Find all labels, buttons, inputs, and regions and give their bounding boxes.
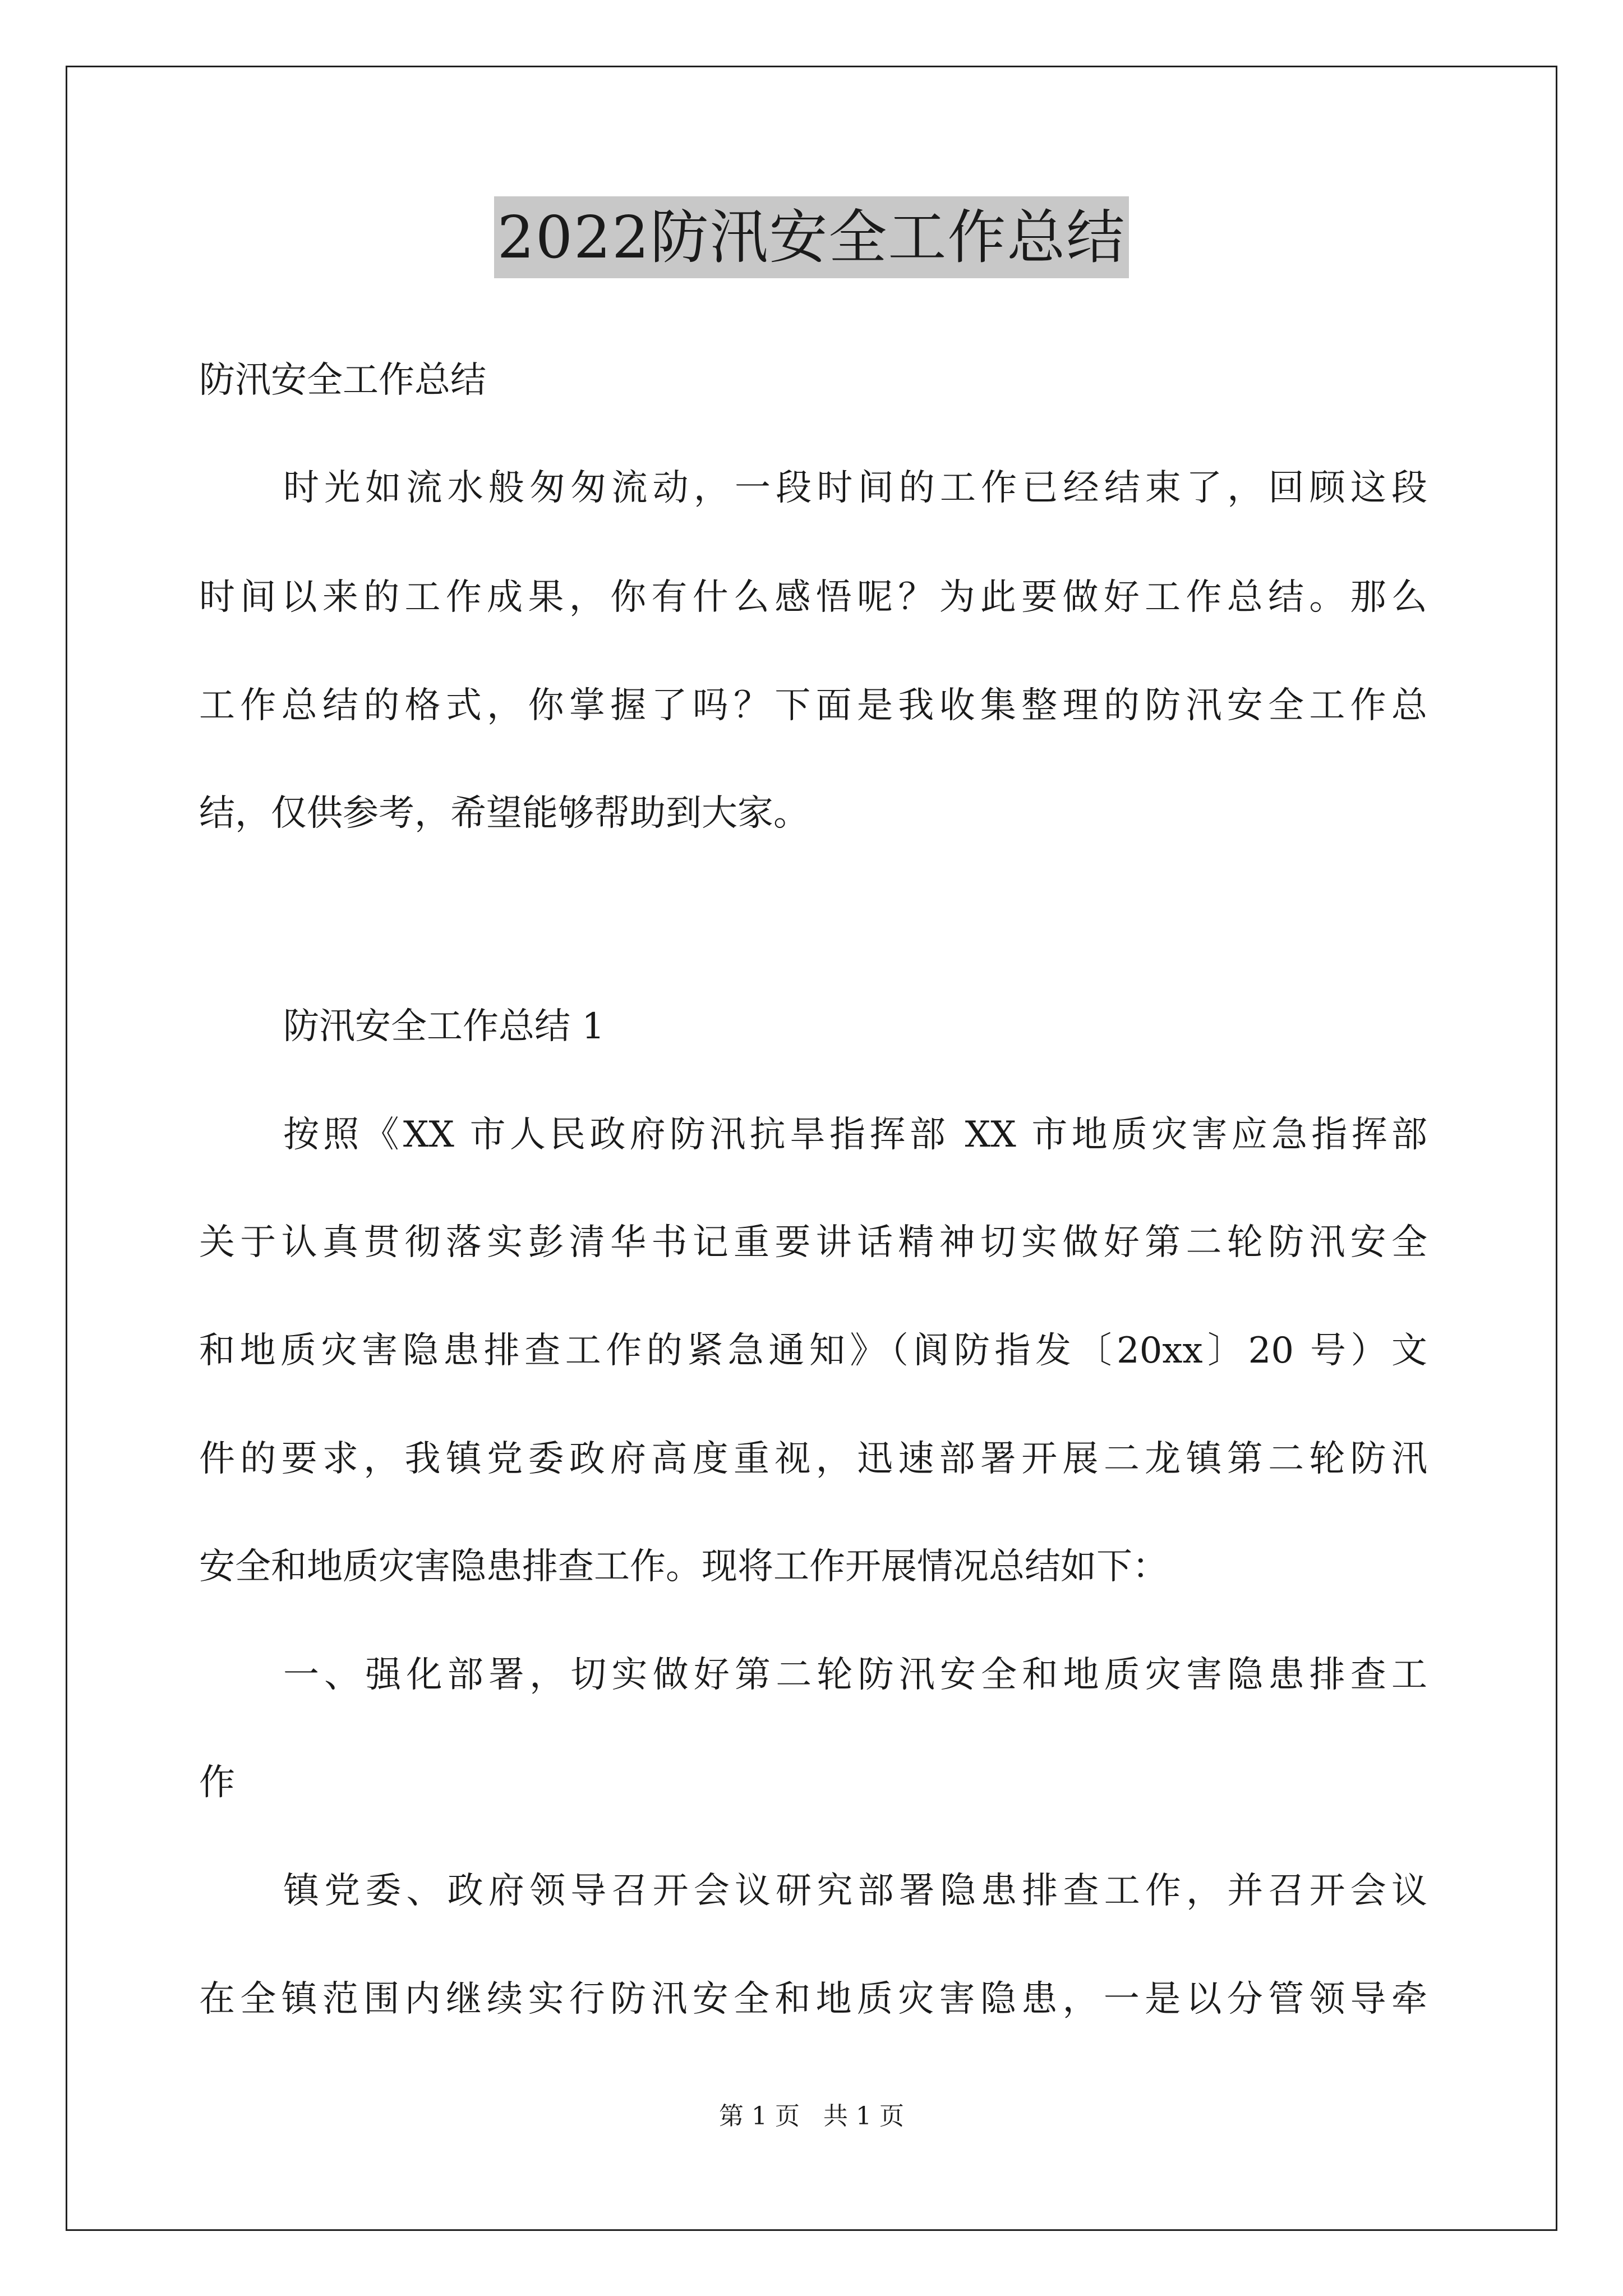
paragraph-line: 作 bbox=[199, 1762, 235, 1803]
section-heading: 防汛安全工作总结 bbox=[199, 360, 486, 401]
paragraph-line: 镇党委、政府领导召开会议研究部署隐患排查工作，并召开会议 bbox=[283, 1870, 1427, 1912]
paragraph-line: 关于认真贯彻落实彭清华书记重要讲话精神切实做好第二轮防汛安全 bbox=[199, 1222, 1427, 1263]
paragraph-line: 工作总结的格式，你掌握了吗？下面是我收集整理的防汛安全工作总 bbox=[199, 685, 1427, 726]
page-footer: 第 1 页 共 1 页 bbox=[719, 2102, 904, 2131]
paragraph-line: 在全镇范围内继续实行防汛安全和地质灾害隐患，一是以分管领导牵 bbox=[199, 1978, 1427, 2020]
paragraph-line: 时光如流水般匆匆流动，一段时间的工作已经结束了，回顾这段 bbox=[283, 467, 1427, 509]
title-container bbox=[0, 196, 1623, 278]
paragraph-line: 时间以来的工作成果，你有什么感悟呢？为此要做好工作总结。那么 bbox=[199, 577, 1427, 618]
paragraph-line: 和地质灾害隐患排查工作的紧急通知》（阆防指发〔20xx〕20 号）文 bbox=[199, 1330, 1427, 1372]
paragraph-line: 一、强化部署，切实做好第二轮防汛安全和地质灾害隐患排查工 bbox=[283, 1654, 1427, 1696]
paragraph-line: 安全和地质灾害隐患排查工作。现将工作开展情况总结如下： bbox=[199, 1546, 1168, 1588]
document-title: 2022防汛安全工作总结 bbox=[494, 196, 1129, 278]
section-heading: 防汛安全工作总结 1 bbox=[283, 1006, 605, 1047]
paragraph-line: 件的要求，我镇党委政府高度重视，迅速部署开展二龙镇第二轮防汛 bbox=[199, 1438, 1427, 1480]
paragraph-line: 结，仅供参考，希望能够帮助到大家。 bbox=[199, 793, 809, 834]
paragraph-line: 按照《XX 市人民政府防汛抗旱指挥部 XX 市地质灾害应急指挥部 bbox=[283, 1114, 1427, 1156]
